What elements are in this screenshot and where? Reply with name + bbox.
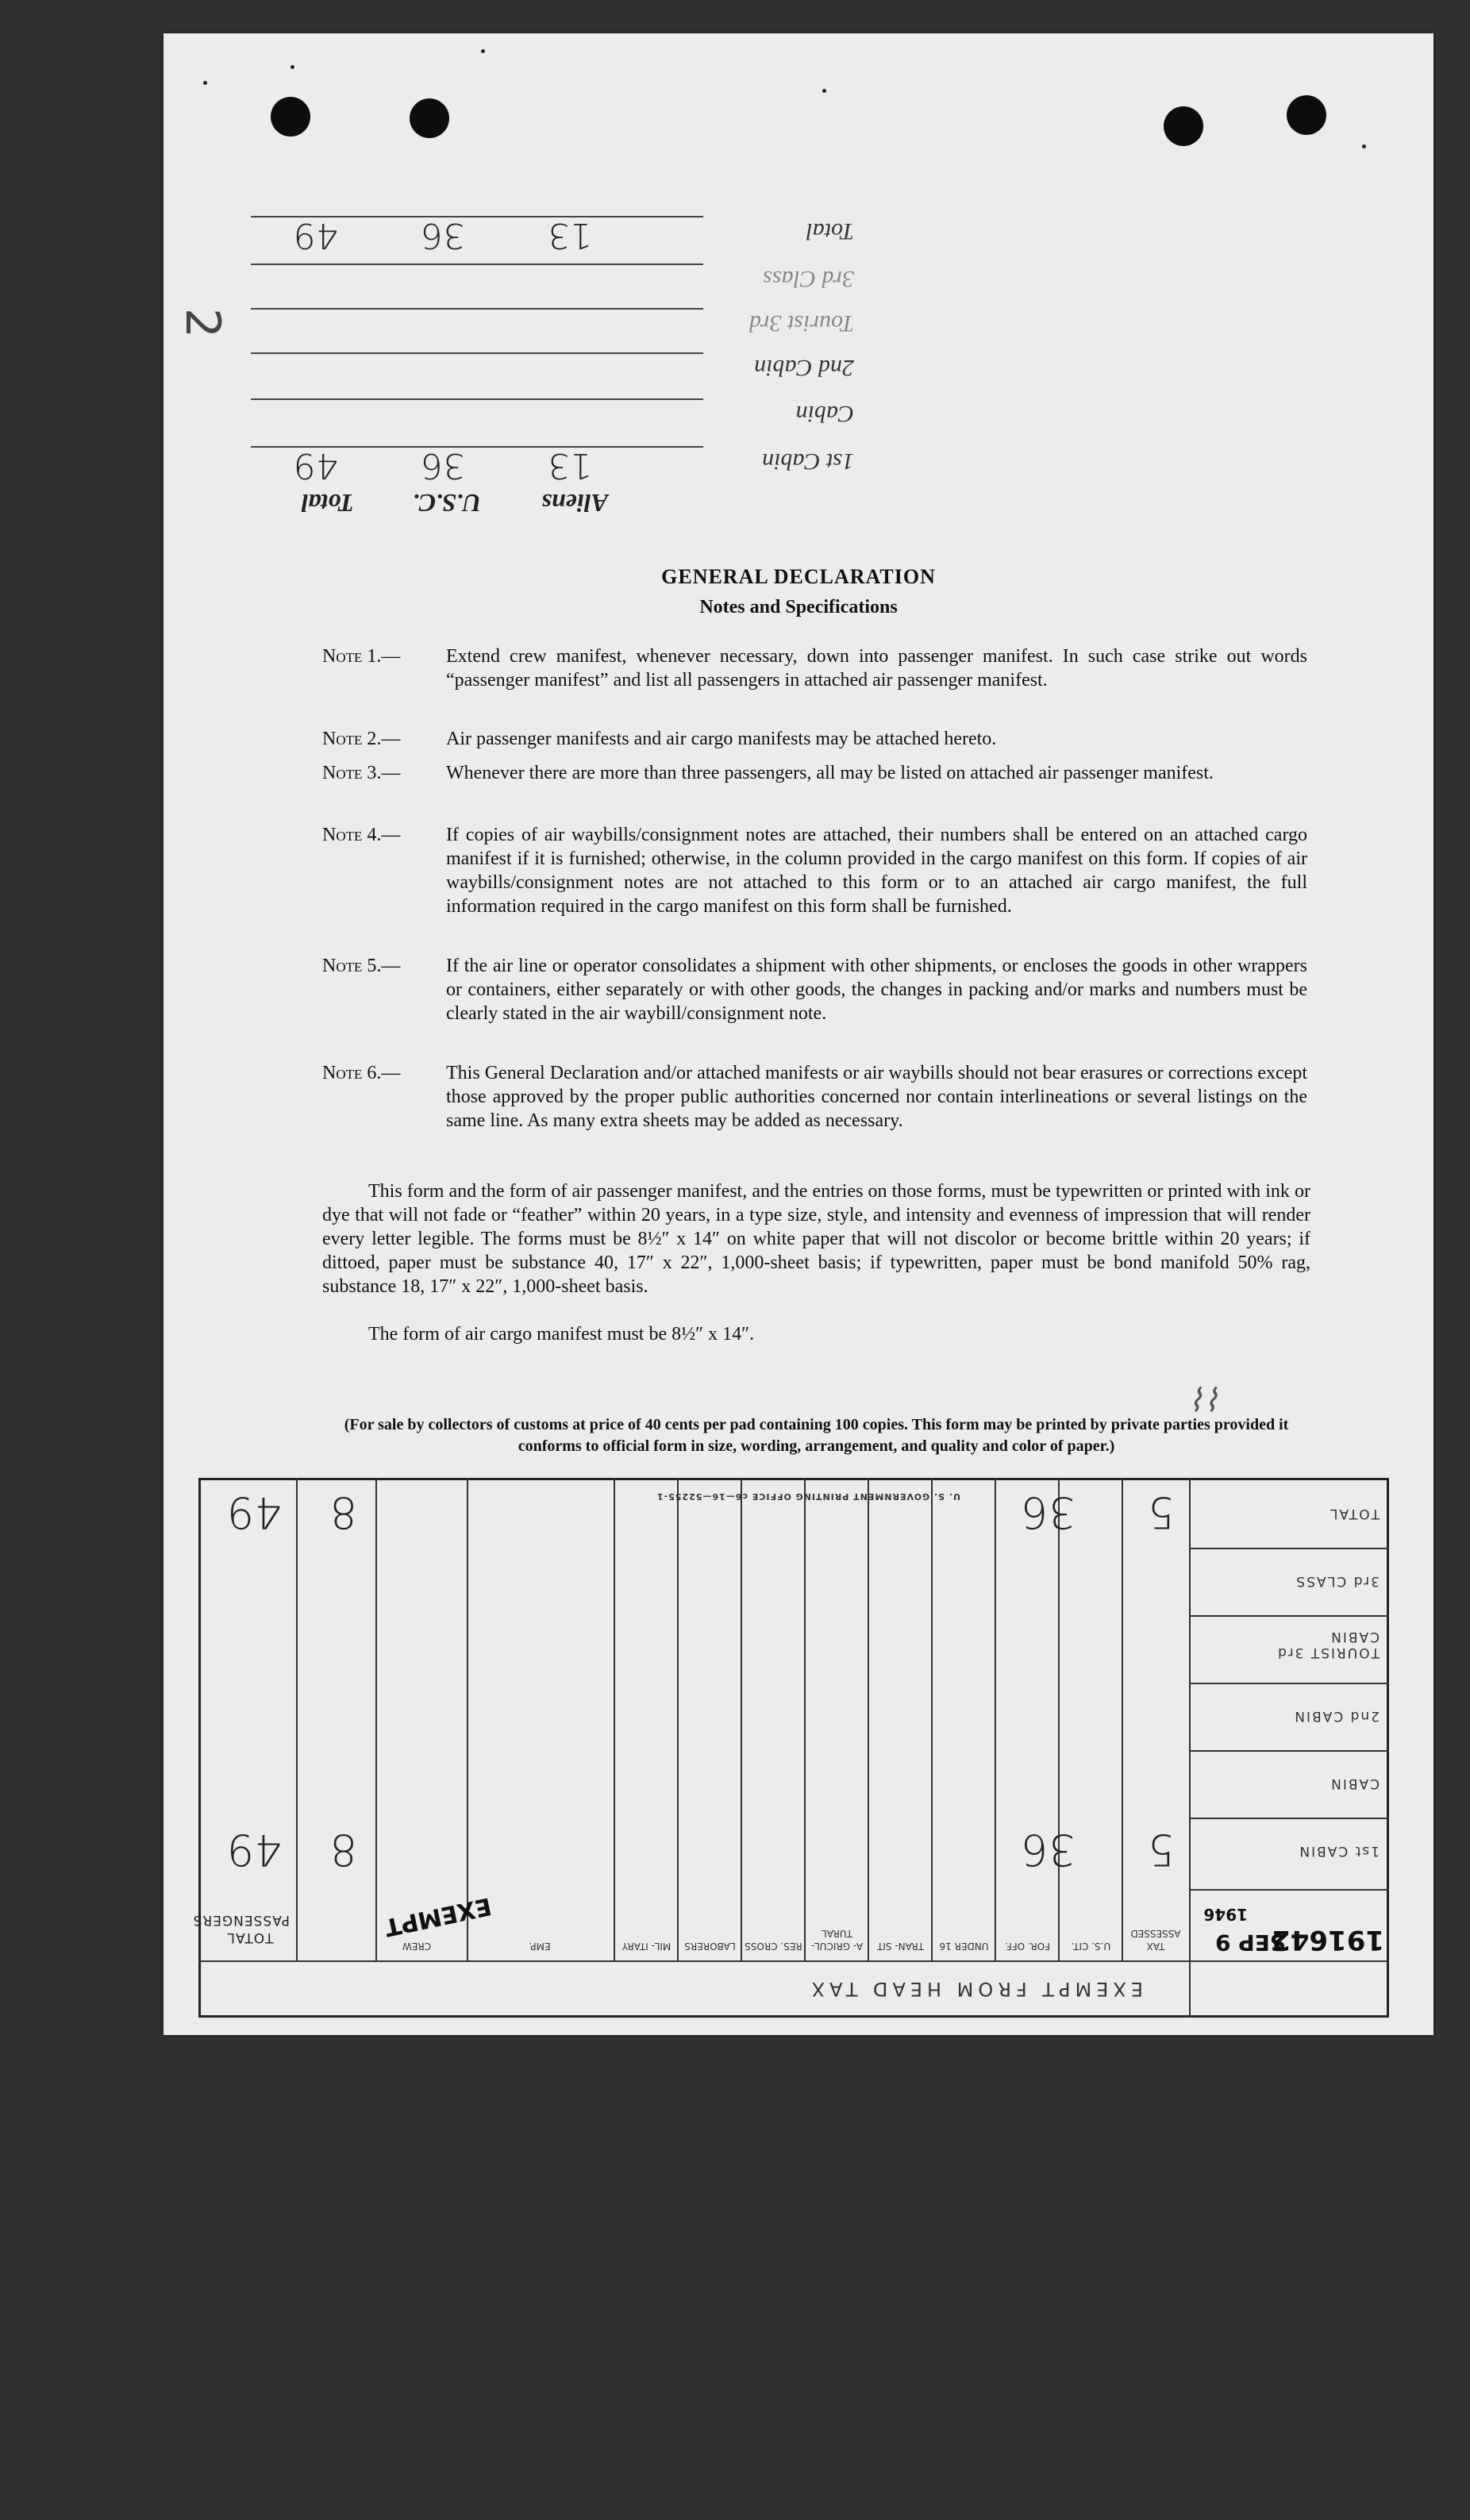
summary-rule <box>251 216 703 217</box>
summary-header-aliens: Aliens <box>541 489 608 517</box>
column-header: U.S. CIT. <box>1071 1941 1111 1952</box>
document-page <box>164 33 1433 2035</box>
total-passengers-header: TOTAL PASSENGERS <box>192 1912 290 1945</box>
summary-cell: 13 <box>548 445 592 486</box>
column-rule <box>1189 1478 1191 2018</box>
summary-header-usc: U.S.C. <box>412 489 481 517</box>
summary-row-label: Tourist 3rd <box>748 310 854 337</box>
column-rule <box>741 1478 742 1962</box>
note-text: If the air line or operator consolidates a shipment with other shipments, or encloses the goods in other wrappers or containers, either separately or with other goods, the changes in packing and/or marks and numbers must be clearly stated in the air waybill/consignment note. <box>446 956 1307 1024</box>
column-rule <box>931 1478 933 1962</box>
note-4 <box>322 823 1310 918</box>
note-label: Note 5.— <box>322 956 401 976</box>
summary-cell: 36 <box>421 215 465 256</box>
handwritten-scribble: ⌇⌇ <box>1187 1383 1219 1419</box>
column-rule <box>296 1478 298 1962</box>
summary-row <box>251 441 854 486</box>
summary-row-label: 1st Cabin <box>762 448 854 475</box>
printer-imprint: U. S. GOVERNMENT PRINTING OFFICE c6—16—52255-1 <box>656 1491 960 1502</box>
row-label-second-cabin: 2nd CABIN <box>1293 1708 1380 1724</box>
note-label: Note 2.— <box>322 729 401 749</box>
first-cabin-total: 49 <box>227 1825 282 1875</box>
note-text: This General Declaration and/or attached manifests or air waybills should not bear erasures or corrections except those approved by the proper public authorities concerned nor contain interlineations or several listings on the same line. As many extra sheets may be added as necessary. <box>446 1063 1307 1131</box>
note-6 <box>322 1061 1310 1133</box>
stamp-year: 1946 <box>1203 1905 1248 1924</box>
note-text: Air passenger manifests and air cargo manifests may be attached hereto. <box>446 729 997 749</box>
row-rule <box>1191 1548 1389 1549</box>
note-text: Extend crew manifest, whenever necessary, down into passenger manifest. In such case strike out words “passenger manifest” and list all passengers in attached air passenger manifest. <box>446 646 1307 691</box>
speck <box>203 81 207 85</box>
column-header: LABORERS <box>684 1941 736 1952</box>
sale-note: (For sale by collectors of customs at price of 40 cents per pad containing 100 copies. This form may be printed by private parties provided it conforms to official form in size, wording, arrangement, and quality and color of paper.) <box>344 1416 1289 1455</box>
summary-row <box>251 394 854 438</box>
form-requirements-paragraph: This form and the form of air passenger manifest, and the entries on those forms, must be typewritten or printed with ink or dye that will not fade or “feather” within 20 years, in a type size, style, and intensity and evenness of impression that will render every letter legible. The forms must be 8½″ x 14″ on white paper that will not discolor or become brittle within 20 years; if dittoed, paper must be substance 40, 17″ x 22″, 1,000-sheet basis; if typewritten, paper must be bond manifold 50% rag, substance 18, 17″ x 22″, 1,000-sheet basis. <box>322 1181 1310 1297</box>
speck <box>481 49 485 53</box>
column-rule <box>614 1478 615 1962</box>
total-us-cit: 36 <box>1021 1487 1076 1537</box>
row-label-total: TOTAL <box>1329 1506 1380 1522</box>
note-2 <box>322 727 1310 751</box>
column-header: TAX ASSESSED <box>1130 1928 1181 1952</box>
punch-hole <box>1287 95 1326 135</box>
summary-row <box>251 303 854 348</box>
speck <box>822 89 826 93</box>
column-rule <box>995 1478 996 1962</box>
summary-row-label: 3rd Class <box>763 266 854 292</box>
note-label: Note 6.— <box>322 1063 401 1083</box>
exempt-stamp: EXEMPT <box>382 1891 494 1941</box>
header-rule <box>198 1960 1389 1962</box>
stamp-number: 191642 <box>1272 1924 1384 1956</box>
column-rule <box>1122 1478 1123 1962</box>
summary-cell: 36 <box>421 445 465 486</box>
note-label: Note 3.— <box>322 763 401 783</box>
row-rule <box>1191 1818 1389 1819</box>
row-rule <box>1191 1750 1389 1752</box>
column-header: RES. CROSS <box>745 1941 802 1952</box>
summary-row-label: Total <box>806 218 854 244</box>
row-label-first-cabin: 1st CABIN <box>1298 1843 1380 1859</box>
note-3 <box>322 761 1310 785</box>
summary-row <box>251 348 854 392</box>
total-passengers: 49 <box>227 1487 282 1537</box>
row-rule <box>1191 1889 1389 1891</box>
summary-cell: 13 <box>548 215 592 256</box>
row-label-third-class: 3rd CLASS <box>1295 1573 1380 1589</box>
column-rule <box>375 1478 377 1962</box>
passenger-summary <box>251 184 854 517</box>
summary-rule <box>251 264 703 265</box>
row-rule <box>1191 1683 1389 1684</box>
summary-row <box>251 211 854 256</box>
summary-cell: 49 <box>294 445 338 486</box>
column-header: EMP. <box>529 1941 551 1952</box>
page-subtitle: Notes and Specifications <box>699 597 898 617</box>
column-rule <box>868 1478 869 1962</box>
column-header: CREW <box>402 1941 432 1952</box>
column-header: TRAN- SIT <box>877 1941 924 1952</box>
summary-row-label: Cabin <box>795 401 854 427</box>
summary-header-total: Total <box>301 489 354 517</box>
column-rule <box>467 1478 468 1962</box>
table-frame <box>192 1478 1389 2018</box>
column-header: MIL- ITARY <box>621 1941 672 1952</box>
column-header: A- GRICUL- TURAL <box>810 1928 864 1952</box>
summary-rule <box>251 308 703 310</box>
column-rule <box>1058 1478 1060 1962</box>
first-cabin-us-cit: 36 <box>1021 1825 1076 1875</box>
row-rule <box>1191 1615 1389 1617</box>
stamp-date: SEP 9 <box>1214 1929 1286 1956</box>
speck <box>291 65 294 69</box>
note-5 <box>322 954 1310 1025</box>
margin-mark: 2 <box>175 307 231 339</box>
first-cabin-tax: 5 <box>1147 1825 1175 1875</box>
note-1 <box>322 644 1310 692</box>
row-label-cabin: CABIN <box>1330 1776 1380 1791</box>
row-label-tourist: TOURIST 3rd CABIN <box>1276 1629 1380 1660</box>
punch-hole <box>271 97 310 137</box>
summary-row <box>251 259 854 303</box>
punch-hole <box>1164 106 1203 146</box>
cargo-manifest-size-note: The form of air cargo manifest must be 8½″ x 14″. <box>368 1324 755 1345</box>
note-text: If copies of air waybills/consignment notes are attached, their numbers shall be entered on an attached cargo manifest if it is furnished; otherwise, in the column provided in the cargo manifest on this form. If copies of air waybills/consignment notes are not attached to this form or to an attached air cargo manifest, the full information required in the cargo manifest on this form shall be furnished. <box>446 825 1307 917</box>
summary-rule <box>251 398 703 400</box>
column-header: UNDER 16 <box>939 1941 989 1952</box>
note-text: Whenever there are more than three passengers, all may be listed on attached air passenger manifest. <box>446 763 1214 783</box>
page-title: GENERAL DECLARATION <box>661 565 936 588</box>
total-tax: 5 <box>1147 1487 1175 1537</box>
column-rule <box>677 1478 679 1962</box>
total-crew: 8 <box>329 1487 357 1537</box>
head-tax-table <box>192 1470 1389 2018</box>
column-rule <box>804 1478 806 1962</box>
summary-cell: 49 <box>294 215 338 256</box>
summary-rule <box>251 352 703 354</box>
note-label: Note 4.— <box>322 825 401 845</box>
summary-rule <box>251 446 703 448</box>
speck <box>1362 144 1366 148</box>
first-cabin-crew: 8 <box>329 1825 357 1875</box>
column-header: FOR. OFF. <box>1004 1941 1051 1952</box>
summary-row-label: 2nd Cabin <box>754 355 854 381</box>
note-label: Note 1.— <box>322 646 401 667</box>
exempt-from-head-tax: EXEMPT FROM HEAD TAX <box>806 1978 1143 2000</box>
punch-hole <box>410 98 449 138</box>
